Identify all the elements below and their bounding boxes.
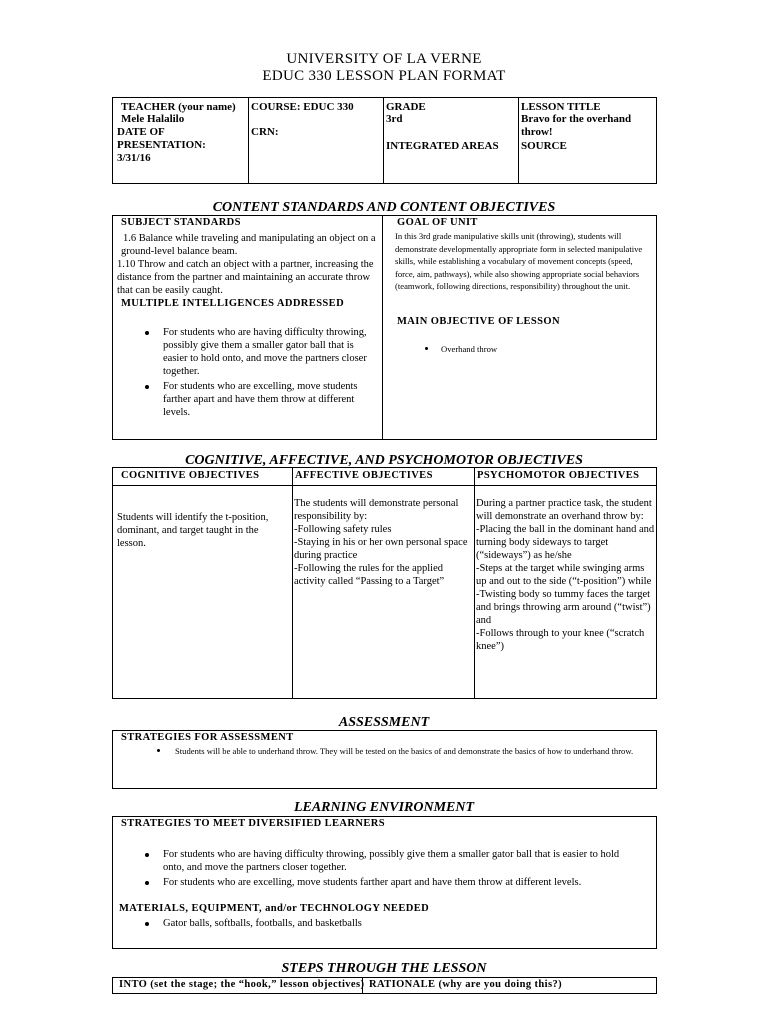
list-item: Overhand throw [441,343,641,356]
diversified-learners-label: STRATEGIES TO MEET DIVERSIFIED LEARNERS [121,818,385,829]
cognitive-label: COGNITIVE OBJECTIVES [121,470,260,481]
multiple-intelligences-label: MULTIPLE INTELLIGENCES ADDRESSED [121,298,345,309]
assessment-list [175,745,645,758]
list-item: For students who are having difficulty throwing, possibly give them a smaller gator ball that is easier to hold onto, and move the partners closer together. [163,848,643,874]
course-label: COURSE: EDUC 330 [251,101,354,113]
assessment-strategies-label: STRATEGIES FOR ASSESSMENT [121,732,294,743]
date-value: 3/31/16 [117,152,151,164]
standard-2: 1.10 Throw and catch an object with a partner, increasing the distance from the partner and maintaining an accurate throw that can be easily caught. [117,259,374,296]
list-item: Students will be able to underhand throw. They will be tested on the basics of and demonstrate the basics of how to underhand throw. [175,745,645,758]
source-label: SOURCE [521,140,567,152]
materials-list [163,917,643,930]
cognitive-text: Students will identify the t-position, dominant, and target taught in the lesson. [117,512,269,549]
diversified-list [163,848,643,889]
into-label: INTO (set the stage; the “hook,” lesson objectives) [119,979,365,990]
objectives-heading: COGNITIVE, AFFECTIVE, AND PSYCHOMOTOR OBJECTIVES [185,453,583,468]
lesson-title-value: Bravo for the overhand throw! [521,113,632,138]
goal-of-unit-text: In this 3rd grade manipulative skills unit (throwing), students will demonstrate developmentally appropriate form in selected manipulative skills, while establishing a vocabulary of movement concepts (speed, force, aim, pathways), while also showing appropriate social behaviors (teamwork, following directions, responsibility) throughout the unit. [395,231,643,291]
subject-standards-label: SUBJECT STANDARDS [121,217,241,228]
learning-environment-table [112,816,657,949]
info-table [112,97,657,184]
materials-label: MATERIALS, EQUIPMENT, and/or TECHNOLOGY NEEDED [119,903,430,914]
integrated-areas-label: INTEGRATED AREAS [386,140,499,152]
list-item: Gator balls, softballs, footballs, and basketballs [163,917,643,930]
teacher-label: TEACHER (your name) [121,101,236,113]
psychomotor-label: PSYCHOMOTOR OBJECTIVES [477,470,640,481]
mi-list [163,326,375,419]
steps-heading: STEPS THROUGH THE LESSON [281,961,487,976]
assessment-heading: ASSESSMENT [338,715,430,730]
affective-label: AFFECTIVE OBJECTIVES [295,470,433,481]
list-item: For students who are excelling, move students farther apart and have them throw at different levels. [163,876,643,889]
affective-text: The students will demonstrate personal responsibility by: -Following safety rules -Staying in his or her own personal space during practice -Following the rules for the applied activity called “Passing to a Target” [294,498,468,587]
assessment-table [112,730,657,789]
standard-1: 1.6 Balance while traveling and manipulating an object on a ground-level balance beam. [121,233,376,257]
grade-label: GRADE [386,101,426,113]
list-item: For students who are having difficulty throwing, possibly give them a smaller gator ball that is easier to hold onto, and move the partners closer together. [163,326,375,378]
learning-environment-heading: LEARNING ENVIRONMENT [293,800,475,815]
content-standards-table [112,215,657,440]
psychomotor-text: During a partner practice task, the student will demonstrate an overhand throw by: -Placing the ball in the dominant hand and turning body sideways to target (“sideways”) as he/she -Steps at the target while swinging arms up and out to the side (“t-position”) while -Twisting body so tummy faces the target and brings throwing arm around (“twist”) and -Follows through to your knee (“scratch knee”) [476,498,655,652]
document-title: EDUC 330 LESSON PLAN FORMAT [262,68,506,84]
university-title: UNIVERSITY OF LA VERNE [286,51,482,67]
list-item: For students who are excelling, move students farther apart and have them throw at different levels. [163,380,375,419]
goal-of-unit-label: GOAL OF UNIT [397,217,478,228]
date-label: DATE OF PRESENTATION: [117,126,206,151]
teacher-name: Mele Halalilo [121,113,185,125]
grade-value: 3rd [386,113,403,125]
steps-table [112,977,657,994]
rationale-label: RATIONALE (why are you doing this?) [369,979,563,990]
main-objective-list [441,343,641,356]
main-objective-label: MAIN OBJECTIVE OF LESSON [397,316,560,327]
content-standards-heading: CONTENT STANDARDS AND CONTENT OBJECTIVES [212,200,556,215]
objectives-table [112,467,657,699]
crn-label: CRN: [251,126,279,138]
lesson-title-label: LESSON TITLE [521,101,601,113]
